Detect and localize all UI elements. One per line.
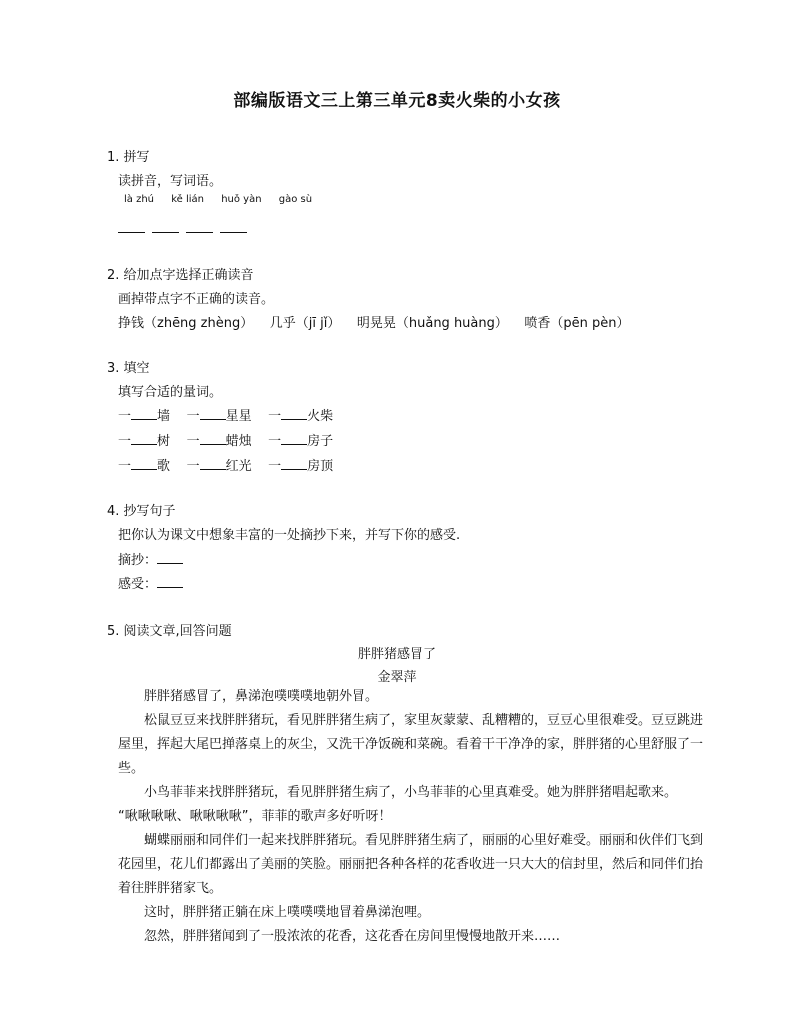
story-paragraph: 蝴蝶丽丽和同伴们一起来找胖胖猪玩。看见胖胖猪生病了，丽丽的心里好难受。丽丽和伙伴们飞到花园里，花儿们都露出了美丽的笑脸。丽丽把各种各样的花香收进一只大大的信封里，然后和同伴们抬着往胖胖猪家飞。 (118, 833, 704, 896)
noun: 房子 (307, 434, 334, 449)
q2-heading: 2. 给加点字选择正确读音 (107, 268, 254, 283)
story-paragraph: 忽然，胖胖猪闻到了一股浓浓的花香，这花香在房间里慢慢地散开来…… (144, 929, 561, 944)
measure-row (118, 430, 333, 449)
page-title: 部编版语文三上第三单元8卖火柴的小女孩 (233, 91, 561, 111)
prefix: 一 (186, 459, 200, 474)
story-author: 金翠萍 (377, 670, 417, 685)
story-paragraph: 胖胖猪感冒了，鼻涕泡噗噗噗地朝外冒。 (144, 689, 379, 704)
noun: 墙 (157, 409, 171, 424)
prefix: 一 (186, 434, 200, 449)
prefix: 一 (268, 409, 282, 424)
noun: 星星 (225, 409, 252, 424)
q3-heading: 3. 填空 (107, 361, 150, 376)
prefix: 一 (186, 409, 200, 424)
answer-blank[interactable] (131, 432, 157, 445)
answer-blank[interactable] (200, 457, 226, 470)
answer-blank[interactable] (131, 457, 157, 470)
answer-blank[interactable] (131, 407, 157, 420)
story-title: 胖胖猪感冒了 (357, 647, 436, 662)
pinyin-item: kě lián (171, 194, 204, 205)
excerpt-blank[interactable] (157, 551, 183, 564)
answer-blank[interactable] (118, 222, 145, 233)
noun: 蜡烛 (225, 434, 252, 449)
q4-instruction: 把你认为课文中想象丰富的一处摘抄下来，并写下你的感受. (118, 528, 461, 543)
pinyin-item: huǒ yàn (221, 194, 262, 205)
prefix: 一 (118, 409, 132, 424)
feeling-row (118, 573, 183, 592)
story-paragraph: 小鸟菲菲来找胖胖猪玩，看见胖胖猪生病了，小鸟菲菲的心里真难受。她为胖胖猪唱起歌来。 (144, 785, 678, 800)
prefix: 一 (268, 459, 282, 474)
answer-blank[interactable] (281, 432, 307, 445)
pinyin-row (124, 194, 326, 205)
q2-items: 挣钱（zhēng zhèng） 几乎（jī jǐ） 明晃晃（huǎng huàng） 喷香（pēn pèn） (118, 316, 630, 331)
answer-blank[interactable] (200, 432, 226, 445)
excerpt-label: 摘抄： (118, 553, 158, 568)
measure-row (118, 455, 333, 474)
noun: 歌 (157, 459, 171, 474)
q1-heading: 1. 拼写 (107, 150, 150, 165)
story-body (118, 685, 710, 949)
answer-blank[interactable] (281, 407, 307, 420)
q3-instruction: 填写合适的量词。 (118, 385, 223, 400)
answer-blank[interactable] (281, 457, 307, 470)
measure-row (118, 405, 333, 424)
noun: 火柴 (307, 409, 334, 424)
answer-blank[interactable] (152, 222, 179, 233)
prefix: 一 (268, 434, 282, 449)
q2-instruction: 画掉带点字不正确的读音。 (118, 292, 275, 307)
answer-blanks (118, 218, 254, 237)
answer-blank[interactable] (200, 407, 226, 420)
story-paragraph: “啾啾啾啾、啾啾啾啾”，菲菲的歌声多好听呀！ (118, 809, 392, 824)
q5-heading: 5. 阅读文章,回答问题 (107, 624, 232, 639)
noun: 红光 (225, 459, 252, 474)
answer-blank[interactable] (220, 222, 247, 233)
answer-blank[interactable] (186, 222, 213, 233)
noun: 树 (157, 434, 171, 449)
q4-heading: 4. 抄写句子 (107, 504, 176, 519)
prefix: 一 (118, 459, 132, 474)
noun: 房顶 (307, 459, 334, 474)
excerpt-row (118, 549, 183, 568)
q1-instruction: 读拼音，写词语。 (118, 174, 223, 189)
pinyin-item: gào sù (278, 194, 313, 205)
pinyin-item: là zhú (124, 194, 155, 205)
story-paragraph: 这时，胖胖猪正躺在床上噗噗噗地冒着鼻涕泡哩。 (144, 905, 431, 920)
feeling-label: 感受： (118, 577, 158, 592)
feeling-blank[interactable] (157, 575, 183, 588)
prefix: 一 (118, 434, 132, 449)
story-paragraph: 松鼠豆豆来找胖胖猪玩，看见胖胖猪生病了，家里灰蒙蒙、乱糟糟的，豆豆心里很难受。豆豆跳进屋里，挥起大尾巴掸落桌上的灰尘，又洗干净饭碗和菜碗。看着干干净净的家，胖胖猪的心里舒服了一些。 (118, 713, 704, 776)
